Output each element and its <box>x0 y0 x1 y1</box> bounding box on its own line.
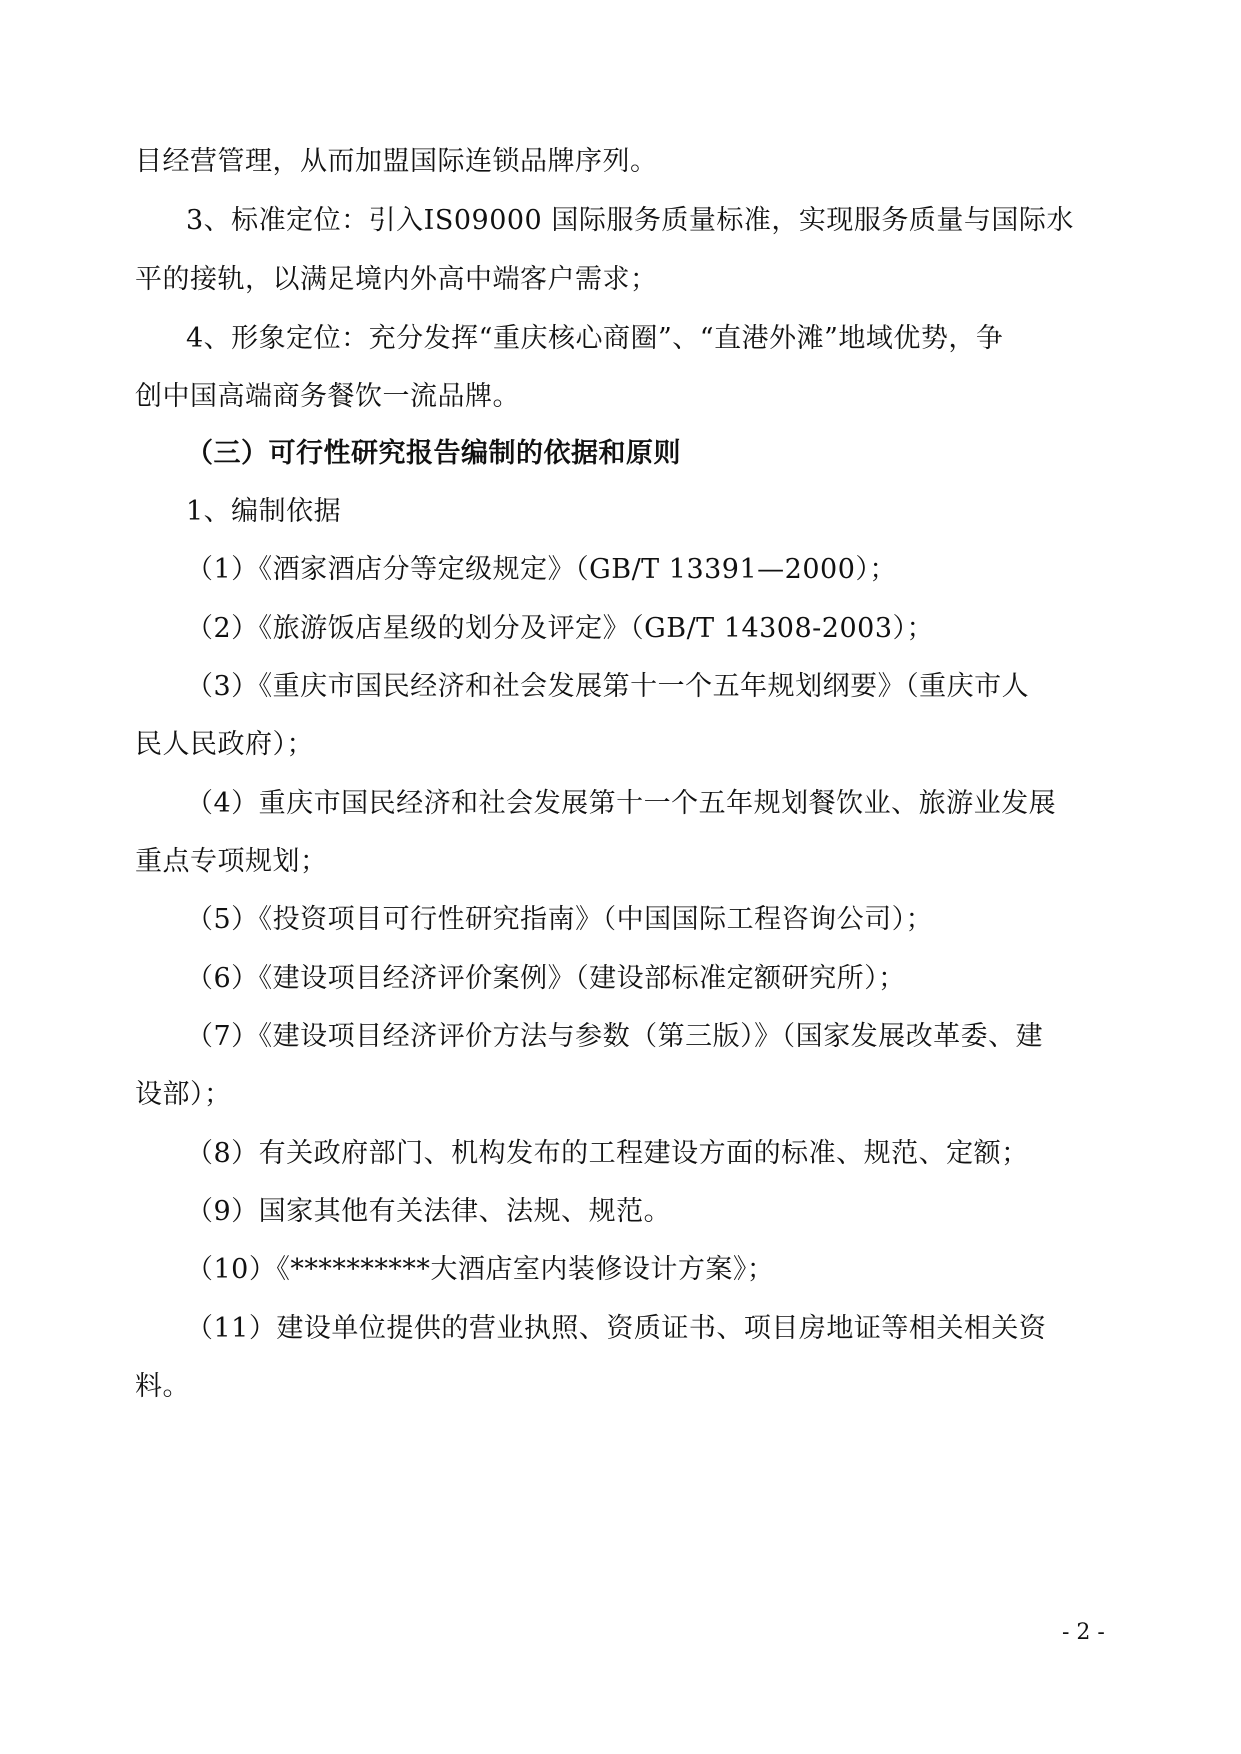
list-item-continuation: 设部）； <box>135 1079 232 1110</box>
list-item: （10）《**********大酒店室内装修设计方案》； <box>186 1254 775 1285</box>
subsection-heading: 1、编制依据 <box>186 496 342 527</box>
paragraph-line: 目经营管理，从而加盟国际连锁品牌序列。 <box>135 146 658 177</box>
list-item: （11）建设单位提供的营业执照、资质证书、项目房地证等相关相关资 <box>186 1313 1047 1344</box>
list-item: （1）《酒家酒店分等定级规定》（GB/T 13391—2000）； <box>186 554 897 585</box>
section-heading: （三）可行性研究报告编制的依据和原则 <box>186 438 681 469</box>
list-item-continuation: 民人民政府）； <box>135 729 314 760</box>
paragraph-line: 平的接轨，以满足境内外高中端客户需求； <box>135 264 658 295</box>
list-item: （2）《旅游饭店星级的划分及评定》（GB/T 14308-2003）； <box>186 613 935 644</box>
list-item: （8）有关政府部门、机构发布的工程建设方面的标准、规范、定额； <box>186 1138 1029 1169</box>
paragraph-line: 3、标准定位：引入IS09000 国际服务质量标准，实现服务质量与国际水 <box>186 205 1074 236</box>
list-item-continuation: 料。 <box>135 1371 190 1402</box>
list-item: （5）《投资项目可行性研究指南》（中国国际工程咨询公司）； <box>186 904 934 935</box>
page-number: - 2 - <box>1062 1620 1105 1645</box>
list-item: （6）《建设项目经济评价案例》（建设部标准定额研究所）； <box>186 963 906 994</box>
paragraph-line: 4、形象定位：充分发挥“重庆核心商圈”、“直港外滩”地域优势，争 <box>186 323 1004 354</box>
list-item: （3）《重庆市国民经济和社会发展第十一个五年规划纲要》（重庆市人 <box>186 671 1030 702</box>
paragraph-line: 创中国高端商务餐饮一流品牌。 <box>135 381 520 412</box>
list-item: （9）国家其他有关法律、法规、规范。 <box>186 1196 672 1227</box>
list-item: （4）重庆市国民经济和社会发展第十一个五年规划餐饮业、旅游业发展 <box>186 788 1057 819</box>
list-item: （7）《建设项目经济评价方法与参数（第三版）》（国家发展改革委、建 <box>186 1021 1044 1052</box>
list-item-continuation: 重点专项规划； <box>135 846 328 877</box>
